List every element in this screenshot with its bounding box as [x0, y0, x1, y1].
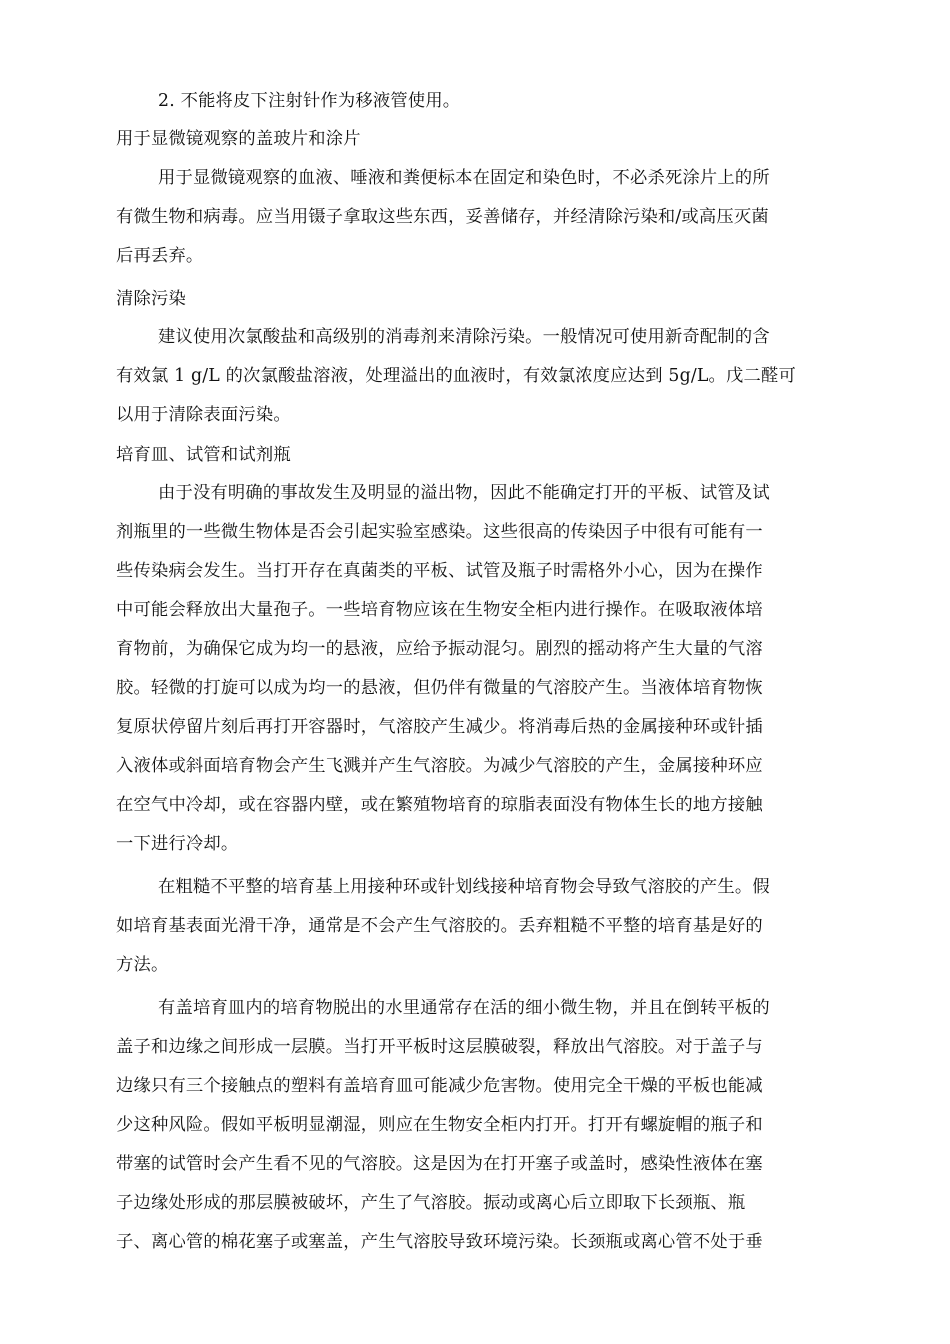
paragraph-line: 带塞的试管时会产生看不见的气溶胶。这是因为在打开塞子或盖时，感染性液体在塞 — [116, 1154, 763, 1174]
heading-culture-dishes: 培育皿、试管和试剂瓶 — [116, 445, 291, 465]
paragraph-line: 建议使用次氯酸盐和高级别的消毒剂来清除污染。一般情况可使用新奇配制的含 — [158, 327, 770, 347]
paragraph-line: 入液体或斜面培育物会产生飞溅并产生气溶胶。为减少气溶胶的产生，金属接种环应 — [116, 756, 763, 776]
paragraph-line: 后再丢弃。 — [116, 246, 204, 266]
paragraph-line: 育物前，为确保它成为均一的悬液，应给予振动混匀。剧烈的摇动将产生大量的气溶 — [116, 639, 763, 659]
paragraph-line: 复原状停留片刻后再打开容器时，气溶胶产生减少。将消毒后热的金属接种环或针插 — [116, 717, 763, 737]
paragraph-line: 中可能会释放出大量孢子。一些培育物应该在生物安全柜内进行操作。在吸取液体培 — [116, 600, 763, 620]
list-item-2: 2. 不能将皮下注射针作为移液管使用。 — [158, 91, 461, 111]
paragraph-line: 在空气中冷却，或在容器内壁，或在繁殖物培育的琼脂表面没有物体生长的地方接触 — [116, 795, 763, 815]
heading-decontamination: 清除污染 — [116, 289, 186, 309]
paragraph-line: 以用于清除表面污染。 — [116, 405, 291, 425]
paragraph-line: 胶。轻微的打旋可以成为均一的悬液，但仍伴有微量的气溶胶产生。当液体培育物恢 — [116, 678, 763, 698]
paragraph-line: 有微生物和病毒。应当用镊子拿取这些东西，妥善储存，并经清除污染和/或高压灭菌 — [116, 207, 769, 227]
paragraph-line: 盖子和边缘之间形成一层膜。当打开平板时这层膜破裂，释放出气溶胶。对于盖子与 — [116, 1037, 763, 1057]
paragraph-line: 在粗糙不平整的培育基上用接种环或针划线接种培育物会导致气溶胶的产生。假 — [158, 877, 770, 897]
paragraph-line: 子、离心管的棉花塞子或塞盖，产生气溶胶导致环境污染。长颈瓶或离心管不处于垂 — [116, 1232, 763, 1252]
paragraph-line: 由于没有明确的事故发生及明显的溢出物，因此不能确定打开的平板、试管及试 — [158, 483, 770, 503]
paragraph-line: 剂瓶里的一些微生物体是否会引起实验室感染。这些很高的传染因子中很有可能有一 — [116, 522, 763, 542]
paragraph-line: 一下进行冷却。 — [116, 834, 239, 854]
paragraph-line: 些传染病会发生。当打开存在真菌类的平板、试管及瓶子时需格外小心，因为在操作 — [116, 561, 763, 581]
paragraph-line: 用于显微镜观察的血液、唾液和粪便标本在固定和染色时，不必杀死涂片上的所 — [158, 168, 770, 188]
paragraph-line: 边缘只有三个接触点的塑料有盖培育皿可能减少危害物。使用完全干燥的平板也能减 — [116, 1076, 763, 1096]
paragraph-line: 有效氯 1 g/L 的次氯酸盐溶液，处理溢出的血液时，有效氯浓度应达到 5g/L。戊二醛可 — [116, 366, 796, 386]
paragraph-line: 少这种风险。假如平板明显潮湿，则应在生物安全柜内打开。打开有螺旋帽的瓶子和 — [116, 1115, 763, 1135]
paragraph-line: 如培育基表面光滑干净，通常是不会产生气溶胶的。丢弃粗糙不平整的培育基是好的 — [116, 916, 763, 936]
paragraph-line: 子边缘处形成的那层膜被破坏，产生了气溶胶。振动或离心后立即取下长颈瓶、瓶 — [116, 1193, 746, 1213]
heading-coverslip-smear: 用于显微镜观察的盖玻片和涂片 — [116, 129, 361, 149]
paragraph-line: 有盖培育皿内的培育物脱出的水里通常存在活的细小微生物，并且在倒转平板的 — [158, 998, 770, 1018]
paragraph-line: 方法。 — [116, 955, 169, 975]
